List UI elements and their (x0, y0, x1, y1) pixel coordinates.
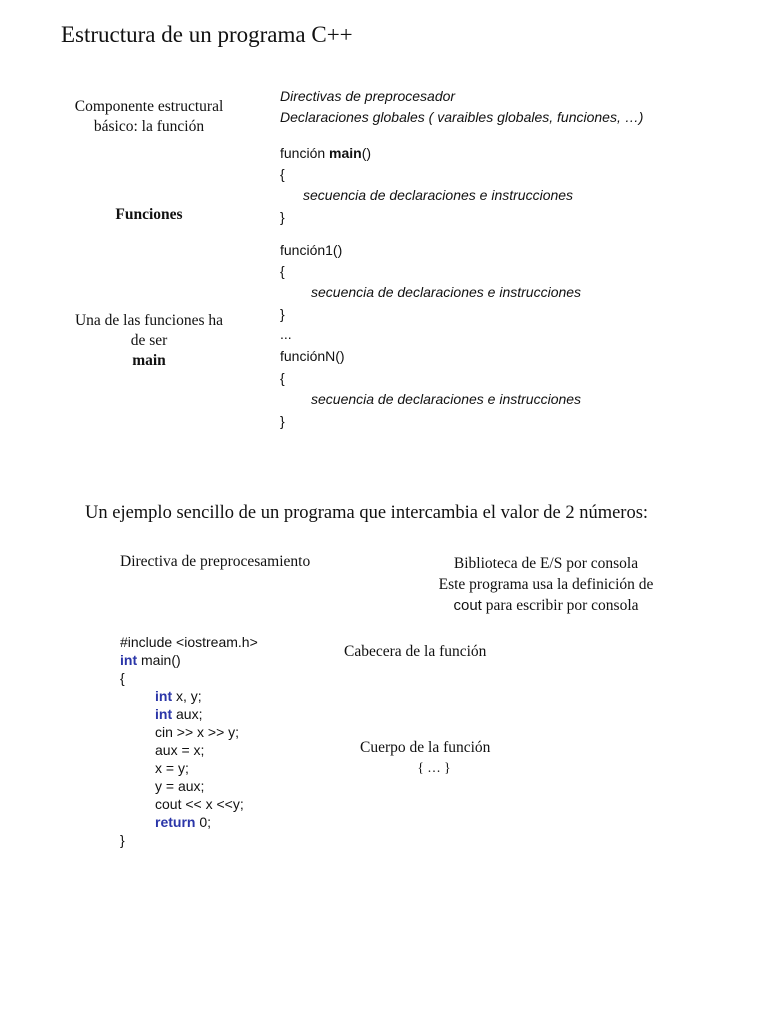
structure-main-word: main (329, 145, 362, 161)
library-note-cout: cout (453, 597, 482, 614)
code-keyword-int: int (120, 652, 138, 668)
structure-main-close-brace: } (280, 209, 285, 225)
code-line-close-brace: } (120, 832, 125, 848)
code-line-x-assign: x = y; (155, 760, 189, 776)
code-line-decl-xy (155, 687, 202, 705)
note-basic-component: Componente estructural básico: la función (74, 98, 224, 135)
directive-label: Directiva de preprocesamiento (120, 553, 311, 570)
library-note (400, 553, 692, 616)
function-header-label: Cabecera de la función (344, 643, 487, 660)
code-main-signature: main() (137, 652, 181, 668)
code-decl-xy: x, y; (172, 688, 202, 704)
code-decl-aux: aux; (172, 706, 203, 722)
structure-main-sequence: secuencia de declaraciones e instrucciones (303, 187, 574, 203)
structure-main-signature (280, 144, 371, 162)
code-line-return (155, 813, 211, 831)
structure-main-open-brace: { (280, 166, 285, 182)
library-note-line3 (400, 595, 692, 616)
structure-funcN-close-brace: } (280, 413, 285, 429)
function-body-label: Cuerpo de la función (360, 739, 491, 756)
code-line-cin: cin >> x >> y; (155, 724, 240, 740)
structure-func1-close-brace: } (280, 306, 285, 322)
structure-funcN-open-brace: { (280, 370, 285, 386)
code-keyword-return: return (155, 814, 196, 830)
function-body-braces: { … } (417, 760, 451, 775)
note-main-prefix: Una de las funciones ha de ser (74, 312, 224, 349)
structure-main-suffix: () (361, 145, 372, 161)
structure-func1-open-brace: { (280, 263, 285, 279)
page-title: Estructura de un programa C++ (61, 22, 353, 47)
code-line-y-assign: y = aux; (155, 778, 205, 794)
structure-preprocessor: Directivas de preprocesador (280, 88, 456, 104)
structure-main-prefix: función (280, 145, 330, 161)
library-note-line3-rest: para escribir por consola (481, 597, 639, 614)
code-line-aux-assign: aux = x; (155, 742, 205, 758)
example-title: Un ejemplo sencillo de un programa que intercambia el valor de 2 números: (85, 503, 649, 523)
code-keyword-int: int (155, 688, 173, 704)
structure-funcN-signature: funciónN() (280, 348, 345, 364)
note-main-required (69, 311, 229, 371)
code-return-value: 0; (195, 814, 212, 830)
structure-ellipsis: ... (280, 326, 292, 342)
structure-func1-sequence: secuencia de declaraciones e instrucciones (311, 284, 582, 300)
code-line-main (120, 651, 181, 669)
note-main-word: main (132, 352, 166, 369)
code-line-include: #include <iostream.h> (120, 634, 258, 650)
library-note-line2: Este programa usa la definición de (438, 576, 654, 593)
code-keyword-int: int (155, 706, 173, 722)
code-line-cout: cout << x <<y; (155, 796, 244, 812)
code-line-open-brace: { (120, 670, 125, 686)
library-note-line1: Biblioteca de E/S por consola (453, 555, 639, 572)
note-functions: Funciones (115, 206, 183, 223)
structure-globals: Declaraciones globales ( varaibles globales, funciones, …) (280, 109, 644, 125)
structure-func1-signature: función1() (280, 242, 343, 258)
structure-funcN-sequence: secuencia de declaraciones e instrucciones (311, 391, 582, 407)
code-line-decl-aux (155, 705, 202, 723)
